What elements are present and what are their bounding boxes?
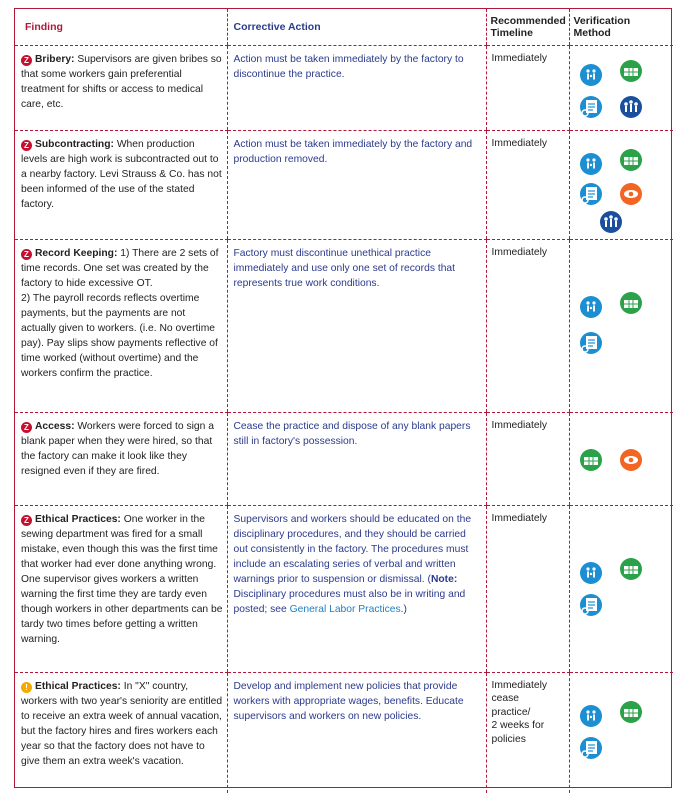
action-cell: Factory must discontinue unethical practice immediately and use only one set of records that represents true work conditions.: [227, 239, 486, 412]
document-icon: [580, 183, 602, 205]
flower-icon: [620, 96, 642, 118]
calendar-icon: [620, 149, 642, 171]
finding-cell: [15, 505, 227, 672]
verification-cell: [569, 239, 673, 412]
action-cell: Action must be taken immediately by the factory and production removed.: [227, 130, 486, 239]
verification-cell: [569, 130, 673, 239]
header-finding: Finding: [15, 9, 227, 45]
people-icon: [580, 153, 602, 175]
table-row: [15, 505, 673, 672]
flower-icon: [600, 211, 622, 233]
verification-cell: [569, 412, 673, 505]
finding-text: In "X" country, workers with two year's seniority are entitled to receive an extra week of annual vacation, but the factory hires and fires workers each year so that the factory does not have to give them an extra week's vacation.: [21, 680, 223, 767]
verification-cell: [569, 505, 673, 672]
action-text: Supervisors and workers should be educated on the disciplinary procedures, and they should be carried out consistently in the factory. The procedures must include an escalating series of verbal and written warnings prior to suspension or dismissal. (: [233, 513, 472, 585]
people-icon: [580, 64, 602, 86]
document-icon: [580, 737, 602, 759]
table-row: [15, 45, 673, 130]
findings-table-frame: [14, 8, 672, 788]
finding-text: Supervisors are given bribes so that some workers gain preferential treatment for shifts or access to medical care, etc.: [21, 53, 222, 110]
finding-text: When production levels are high work is subcontracted out to a nearby factory. Levi Strauss & Co. has not been informed of the use of the stated factory.: [21, 138, 222, 210]
finding-title: Bribery:: [35, 53, 75, 65]
finding-title: Access:: [35, 420, 75, 432]
verification-cell: [569, 672, 673, 793]
action-text: .): [400, 603, 407, 615]
eye-icon: [620, 449, 642, 471]
timeline-cell: Immediately cease practice/ 2 weeks for policies: [486, 672, 569, 793]
alert-badge-icon: Z: [21, 422, 32, 433]
action-cell: [227, 505, 486, 672]
calendar-icon: [620, 292, 642, 314]
finding-title: Ethical Practices:: [35, 680, 121, 692]
finding-text: 1) There are 2 sets of time records. One set was created by the factory to hide excessive OT. 2) The payroll records reflects overtime payments, but the payments are not actually given to workers. (i.e. No overtime pay). Pay slips show payments reflective of time worked (without overtime) and the workers confirm the practice.: [21, 247, 219, 379]
table-row: [15, 412, 673, 505]
alert-badge-icon: Z: [21, 140, 32, 151]
alert-badge-icon: Z: [21, 249, 32, 260]
caution-badge-icon: !: [21, 682, 32, 693]
finding-title: Record Keeping:: [35, 247, 118, 259]
action-note-label: Note:: [430, 573, 458, 585]
header-corrective-action: Corrective Action: [227, 9, 486, 45]
table-row: [15, 239, 673, 412]
header-timeline: Recommended Timeline: [486, 9, 569, 45]
timeline-cell: Immediately: [486, 505, 569, 672]
timeline-cell: Immediately: [486, 412, 569, 505]
action-text: Disciplinary procedures must also be in writing and posted; see: [233, 588, 466, 615]
finding-title: Subcontracting:: [35, 138, 114, 150]
alert-badge-icon: Z: [21, 515, 32, 526]
action-cell: Cease the practice and dispose of any blank papers still in factory's possession.: [227, 412, 486, 505]
finding-text: One worker in the sewing department was fired for a small mistake, even though this was the first time that worker had ever done anything wrong. One supervisor gives workers a written warning the first time they are tardy even though workers in other departments can be tardy two times before getting a written warning.: [21, 513, 223, 645]
finding-cell: [15, 45, 227, 130]
calendar-icon: [620, 60, 642, 82]
general-labor-practices-link[interactable]: General Labor Practices: [289, 603, 401, 615]
alert-badge-icon: Z: [21, 55, 32, 66]
header-verification: Verification Method: [569, 9, 673, 45]
finding-cell: [15, 239, 227, 412]
finding-title: Ethical Practices:: [35, 513, 121, 525]
finding-text: Workers were forced to sign a blank paper when they were hired, so that the factory can make it look like they resigned even if they are fired.: [21, 420, 214, 477]
table-row: [15, 130, 673, 239]
calendar-icon: [620, 701, 642, 723]
people-icon: [580, 296, 602, 318]
eye-icon: [620, 183, 642, 205]
document-icon: [580, 96, 602, 118]
timeline-cell: Immediately: [486, 130, 569, 239]
document-icon: [580, 594, 602, 616]
findings-table: [15, 9, 673, 793]
timeline-cell: Immediately: [486, 239, 569, 412]
finding-cell: [15, 130, 227, 239]
people-icon: [580, 562, 602, 584]
people-icon: [580, 705, 602, 727]
document-icon: [580, 332, 602, 354]
timeline-cell: Immediately: [486, 45, 569, 130]
verification-cell: [569, 45, 673, 130]
action-cell: Action must be taken immediately by the factory to discontinue the practice.: [227, 45, 486, 130]
action-cell: Develop and implement new policies that provide workers with appropriate wages, benefits. Educate supervisors and workers on new policies.: [227, 672, 486, 793]
table-row: [15, 672, 673, 793]
calendar-icon: [620, 558, 642, 580]
calendar-icon: [580, 449, 602, 471]
finding-cell: [15, 672, 227, 793]
finding-cell: [15, 412, 227, 505]
